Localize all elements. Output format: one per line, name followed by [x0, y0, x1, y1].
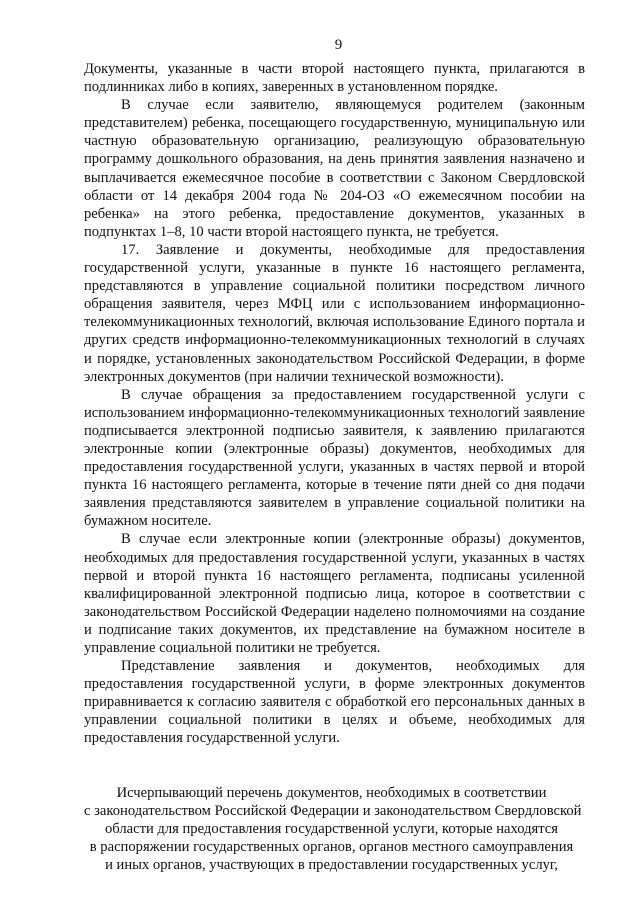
paragraph-electronic-submission: В случае обращения за предоставлением государственной услуги с использованием информационно-телекоммуникационных технологий заявление подписывается электронной подписью заявителя, к заявлению прилагаются электронные копии (электронные образы) документов, необходимых для предоставления государственной услуги, указанных в частях первой и второй пункта 16 настоящего регламента, которые в течение пяти дней со дня подачи заявления представляются заявителем в управление социальной политики на бумажном носителе. — [84, 386, 585, 530]
section-heading-line: с законодательством Российской Федерации и законодательством Свердловской — [84, 802, 582, 819]
page-number: 9 — [334, 37, 343, 53]
paragraph-personal-data-consent: Представление заявления и документов, необходимых для предоставления государственной услуги, в форме электронных документов приравнивается к согласию заявителя с обработкой его персональных данных в управлении социальной политики в целях и объеме, необходимых для предоставления государственной услуги. — [84, 658, 585, 747]
paragraph-originals-note: Документы, указанные в части второй настоящего пункта, прилагаются в подлинниках либо в копиях, заверенных в установленном порядке. — [84, 61, 585, 96]
paragraph-item-17: 17. Заявление и документы, необходимые для предоставления государственной услуги, указанные в пункте 16 настоящего регламента, представляются в управление социальной политики посредством личного обращения заявителя, через МФЦ или с использованием информационно-телекоммуникационных технологий, включая использование Единого портала и других средств информационно-телекоммуникационных технологий в случаях и порядке, установленных законодательством Российской Федерации, в форме электронных документов (при наличии технической возможности). — [84, 241, 585, 385]
section-heading — [84, 784, 585, 874]
section-heading-line: Исчерпывающий перечень документов, необходимых в соответствии — [116, 784, 547, 801]
section-heading-line: области для предоставления государственной услуги, которые находятся — [105, 820, 558, 837]
paragraph-qualified-signature: В случае если электронные копии (электронные образы) документов, необходимых для предоставления государственной услуги, указанных в частях первой и второй пункта 16 настоящего регламента, подписаны усиленной квалифицированной электронной подписью лица, которое в соответствии с законодательством Российской Федерации наделено полномочиями на создание и подписание таких документов, их представление на бумажном носителе в управление социальной политики не требуется. — [84, 531, 585, 656]
section-heading-line: и иных органов, участвующих в предоставлении государственных услуг, — [105, 856, 558, 873]
section-heading-line: в распоряжении государственных органов, органов местного самоуправления — [89, 838, 574, 855]
paragraph-monthly-allowance: В случае если заявителю, являющемуся родителем (законным представителем) ребенка, посещающего государственную, муниципальную или частную образовательную организацию, реализующую образовательную программу дошкольного образования, на день принятия заявления назначено и выплачивается ежемесячное пособие в соответствии с Законом Свердловской области от 14 декабря 2004 года № 204-ОЗ «О ежемесячном пособии на ребенка» на этого ребенка, предоставление документов, указанных в подпунктах 1–8, 10 части второй настоящего пункта, не требуется. — [84, 97, 585, 240]
